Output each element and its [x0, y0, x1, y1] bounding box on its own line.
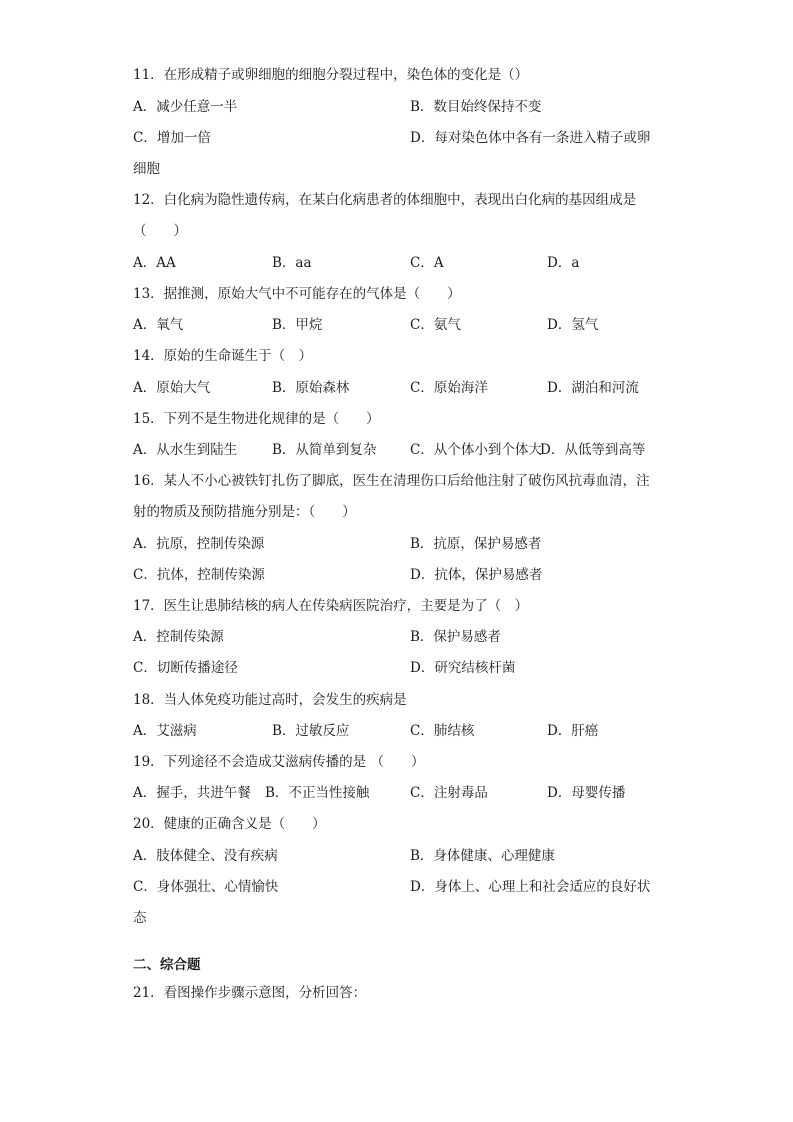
question-20-option-d-continued: 态: [133, 910, 147, 926]
question-16-option-c: C．抗体，控制传染源: [133, 567, 265, 583]
question-18-option-a: A．艾滋病: [133, 723, 197, 739]
question-14-stem: 14．原始的生命诞生于（ ）: [133, 348, 313, 364]
question-11-option-a: A．减少任意一半: [133, 99, 238, 115]
question-20-stem: 20．健康的正确含义是（ ）: [133, 816, 326, 832]
question-13-option-c: C．氨气: [410, 317, 461, 333]
question-20-option-c: C．身体强壮、心情愉快: [133, 879, 279, 895]
question-17-option-a: A．控制传染源: [133, 629, 224, 645]
question-20-option-a: A．肢体健全、没有疾病: [133, 848, 278, 864]
question-12-option-d: D．a: [547, 255, 580, 271]
question-13-option-a: A．氧气: [133, 317, 184, 333]
question-19-option-c: C．注射毒品: [410, 785, 488, 801]
question-17-option-d: D．研究结核杆菌: [410, 660, 516, 676]
question-14-option-a: A．原始大气: [133, 380, 211, 396]
question-14-option-c: C．原始海洋: [410, 380, 488, 396]
question-11-option-b: B．数目始终保持不变: [410, 99, 542, 115]
question-19-option-b: B．不正当性接触: [265, 785, 370, 801]
question-11-stem: 11．在形成精子或卵细胞的细胞分裂过程中，染色体的变化是（）: [133, 67, 529, 83]
question-14-option-d: D．湖泊和河流: [547, 380, 639, 396]
question-16-option-d: D．抗体，保护易感者: [410, 567, 543, 583]
question-16-option-b: B．抗原，保护易感者: [410, 536, 542, 552]
question-13-option-b: B．甲烷: [272, 317, 323, 333]
question-15-option-a: A．从水生到陆生: [133, 442, 238, 458]
question-12-option-c: C．A: [410, 255, 444, 271]
question-19-stem: 19．下列途径不会造成艾滋病传播的是 （ ）: [133, 754, 425, 770]
question-20-option-b: B．身体健康、心理健康: [410, 848, 555, 864]
question-19-option-d: D．母婴传播: [547, 785, 626, 801]
question-15-option-b: B．从简单到复杂: [272, 442, 377, 458]
question-15-stem: 15．下列不是生物进化规律的是（ ）: [133, 411, 380, 427]
question-14-option-b: B．原始森林: [272, 380, 350, 396]
question-13-stem: 13．据推测，原始大气中不可能存在的气体是（ ）: [133, 286, 461, 302]
question-17-option-c: C．切断传播途径: [133, 660, 238, 676]
question-21-stem: 21．看图操作步骤示意图，分析回答：: [133, 985, 367, 1001]
question-12-stem-continued: （ ）: [133, 223, 187, 239]
question-11-option-c: C．增加一倍: [133, 130, 211, 146]
section-heading: 二、综合题: [133, 957, 201, 973]
question-11-option-d-continued: 细胞: [133, 161, 160, 177]
question-13-option-d: D．氢气: [547, 317, 599, 333]
question-16-stem: 16．某人不小心被铁钉扎伤了脚底，医生在清理伤口后给他注射了破伤风抗毒血清，注: [133, 473, 650, 489]
question-15-option-c: C．从个体小到个体大: [410, 442, 542, 458]
question-18-stem: 18．当人体免疫功能过高时，会发生的疾病是: [133, 692, 407, 708]
question-12-stem: 12．白化病为隐性遗传病，在某白化病患者的体细胞中，表现出白化病的基因组成是: [133, 192, 637, 208]
question-12-option-a: A．AA: [133, 255, 176, 271]
question-20-option-d: D．身体上、心理上和社会适应的良好状: [410, 879, 651, 895]
question-15-option-d: D．从低等到高等: [540, 442, 646, 458]
question-17-option-b: B．保护易感者: [410, 629, 501, 645]
question-18-option-b: B．过敏反应: [272, 723, 350, 739]
question-18-option-c: C．肺结核: [410, 723, 475, 739]
question-11-option-d: D．每对染色体中各有一条进入精子或卵: [410, 130, 651, 146]
question-16-option-a: A．抗原，控制传染源: [133, 536, 265, 552]
question-12-option-b: B．aa: [272, 255, 312, 271]
question-16-stem-continued: 射的物质及预防措施分别是：（ ）: [133, 504, 356, 520]
question-17-stem: 17．医生让患肺结核的病人在传染病医院治疗，主要是为了（ ）: [133, 598, 529, 614]
question-19-option-a: A．握手，共进午餐: [133, 785, 251, 801]
question-18-option-d: D．肝癌: [547, 723, 599, 739]
